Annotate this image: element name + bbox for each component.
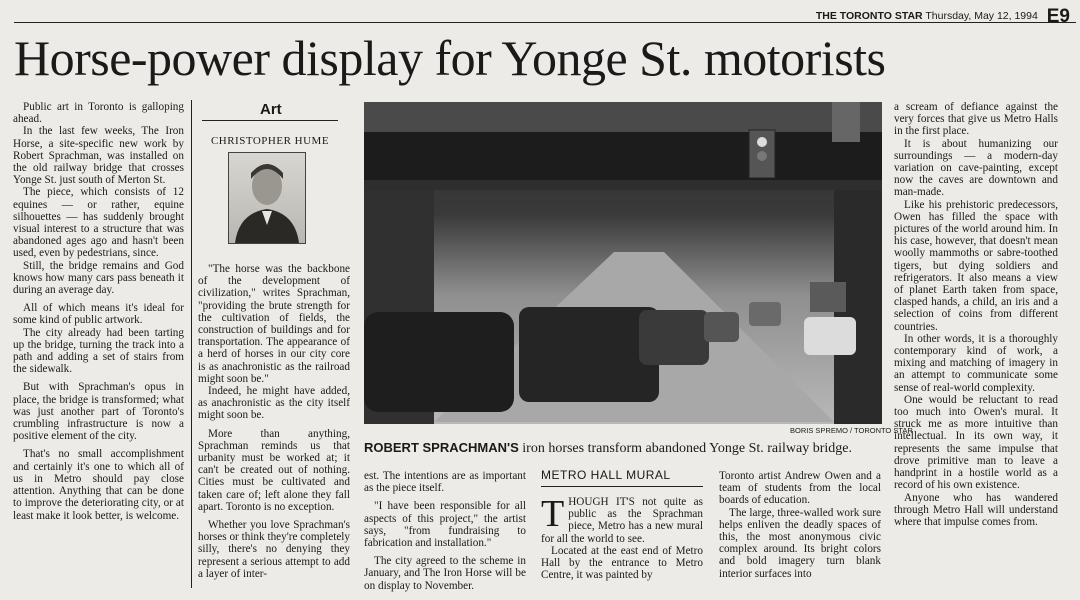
subhead-rule — [541, 486, 703, 487]
paragraph: More than anything, Sprachman reminds us that urbanity must be worked at; it can't be created out of nothing. Cities must be cultivated and taken care of; left alone they fall apart. Toronto is no exception. — [198, 427, 350, 513]
paragraph: But with Sprachman's opus in place, the bridge is transformed; what was just another part of Toronto's crumbling infrastructure is now a positive element of the city. — [13, 381, 184, 443]
byline: CHRISTOPHER HUME — [210, 135, 330, 147]
paragraph-text: HOUGH IT'S not quite as public as the Sprachman piece, Metro has a new mural for all the world to see. — [541, 496, 703, 545]
issue-date: Thursday, May 12, 1994 — [925, 10, 1038, 22]
paragraph: Located at the east end of Metro Hall by the entrance to Metro Centre, it was painted by — [541, 544, 703, 582]
masthead — [780, 6, 1070, 26]
paragraph: Anyone who has wandered through Metro Hall will understand where that impulse comes from. — [894, 491, 1058, 528]
article-column-4 — [541, 493, 703, 582]
paragraph: Indeed, he might have added, as anachronistic as the city itself might soon be. — [198, 385, 350, 422]
mural-subhead: METRO HALL MURAL — [541, 468, 671, 482]
article-column-6 — [894, 101, 1058, 528]
paragraph: The piece, which consists of 12 equines — or rather, equine silhouettes — has suddenly brought visual interest to a structure that was abandoned ages ago and hasn't been used, even by pedestrians, since. — [13, 186, 184, 260]
paragraph: Public art in Toronto is galloping ahead. — [13, 101, 184, 126]
publication-name: THE TORONTO STAR — [815, 10, 923, 22]
paragraph: est. The intentions are as important as the piece itself. — [364, 470, 526, 495]
photo-credit: BORIS SPREMO / TORONTO STAR — [790, 426, 913, 435]
paragraph: "I have been responsible for all aspects of this project," the artist says, "from fundraising to fabrication and installation." — [364, 500, 526, 550]
paragraph: All of which means it's ideal for some kind of public artwork. — [13, 302, 184, 327]
paragraph: One would be reluctant to read too much into Owen's mural. It struck me as more intuitive than intellectual. In its own way, it represents the same impulse that drove primitive man to leave a handprint in a hostile world as a record of his own existence. — [894, 393, 1058, 492]
drop-cap: T — [541, 493, 565, 535]
page-number: E9 — [1046, 6, 1070, 27]
article-column-5 — [719, 470, 881, 580]
bridge-photo — [364, 102, 882, 424]
column-divider — [191, 100, 192, 588]
paragraph: The large, three-walled work sure helps enliven the deadly spaces of this, the most anonymous civic complex around. Its bright colors and bold imagery turn blank interior surfaces into — [719, 506, 881, 580]
paragraph: That's no small accomplishment and certainly it's one to which all of us in Metro should pay close attention. Anything that can be done to improve the deteriorating city, or at least make it look better, is welcome. — [13, 448, 184, 522]
paragraph: Like his prehistoric predecessors, Owen has filled the space with pictures of the world around him. In his case, however, that doesn't mean woolly mammoths or sabre-toothed tigers, but dying soldiers and refrigerators. It also means a view of planet Earth taken from space, clasped hands, a child, an iris and a selection of coins from different countries. — [894, 198, 1058, 333]
photo-caption — [364, 440, 852, 457]
paragraph: It is about humanizing our surroundings — a modern-day variation on cave-painting, except now the caves are downtown and man-made. — [894, 137, 1058, 199]
caption-text: iron horses transform abandoned Yonge St. railway bridge. — [522, 441, 852, 456]
section-label: Art — [260, 101, 282, 118]
section-rule — [202, 120, 338, 121]
paragraph: In other words, it is a thoroughly contemporary kind of work, a mixing and matching of imagery in an attempt to communicate some sense of real-world complexity. — [894, 332, 1058, 394]
article-column-2 — [198, 263, 350, 580]
headline: Horse-power display for Yonge St. motorists — [14, 30, 886, 86]
paragraph: "The horse was the backbone of the development of civilization," writes Sprachman, "providing the brute strength for the cultivation of fields, the construction of buildings and for transportation. The appearance of a herd of horses in our city core is as anachronistic as the railroad might soon be." — [198, 263, 350, 385]
paragraph — [541, 493, 703, 545]
paragraph: a scream of defiance against the very forces that give us Metro Halls in the first place. — [894, 101, 1058, 138]
paragraph: Toronto artist Andrew Owen and a team of students from the local boards of education. — [719, 470, 881, 507]
paragraph: In the last few weeks, The Iron Horse, a site-specific new work by Robert Sprachman, was installed on the old railway bridge that crosses Yonge St. just south of Merton St. — [13, 125, 184, 187]
author-headshot — [228, 152, 306, 244]
paragraph: Still, the bridge remains and God knows how many cars pass beneath it during an average day. — [13, 259, 184, 297]
paragraph: The city agreed to the scheme in January, and The Iron Horse will be on display to November. — [364, 555, 526, 592]
caption-name: ROBERT SPRACHMAN'S — [364, 440, 519, 455]
paragraph: Whether you love Sprachman's horses or think they're completely silly, there's no denying they represent a serious attempt to add a layer of inter- — [198, 519, 350, 580]
article-column-3 — [364, 470, 526, 592]
paragraph: The city already had been tarting up the bridge, turning the track into a path and adding a set of stairs from the sidewalk. — [13, 326, 184, 376]
article-column-1 — [13, 101, 184, 522]
